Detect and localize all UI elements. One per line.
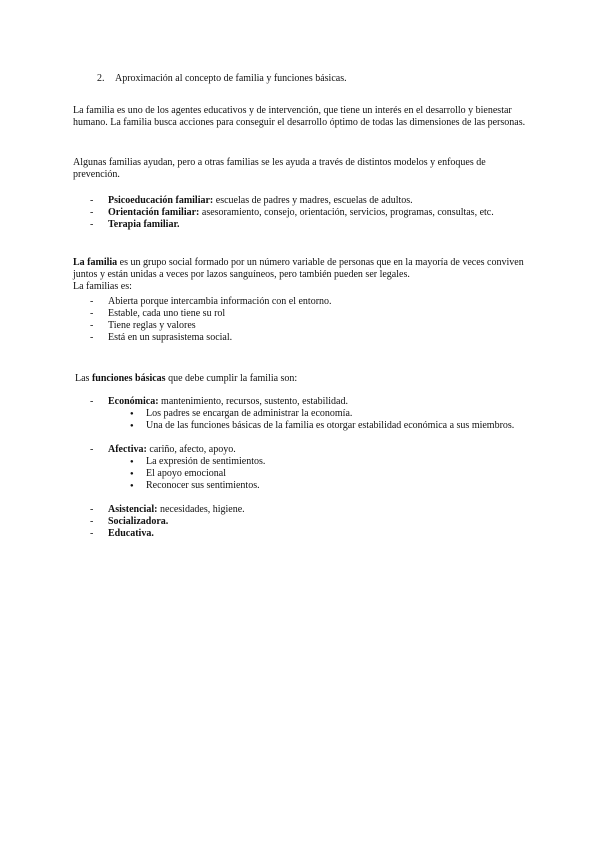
spacer: [90, 432, 530, 444]
intro-paragraph: La familia es uno de los agentes educativos y de intervención, que tiene un interés en el desarrollo y bienestar humano. La familia busca acciones para conseguir el desarrollo óptimo de todas las dimensiones de las personas.: [73, 105, 526, 128]
function-economica: - Económica: mantenimiento, recursos, sustento, estabilidad. ● Los padres se encargan de administrar la economía. ● Una de las funciones básicas de la familia es otorgar estabilidad económica a sus miembros.: [90, 396, 530, 432]
list-item: ● La expresión de sentimientos.: [130, 456, 530, 468]
list-item: ● Reconocer sus sentimientos.: [130, 480, 530, 492]
list-item: ● Los padres se encargan de administrar la economía.: [130, 408, 530, 420]
list-item: - Tiene reglas y valores: [90, 320, 530, 332]
function-asistencial: - Asistencial: necesidades, higiene.: [90, 504, 530, 516]
heading-number: 2.: [97, 73, 105, 84]
function-educativa: - Educativa.: [90, 528, 530, 540]
list-item: ● El apoyo emocional: [130, 468, 530, 480]
list-item: - Terapia familiar.: [90, 219, 530, 231]
afectiva-points: [130, 456, 530, 492]
models-list: [90, 195, 530, 231]
spacer: [90, 492, 530, 504]
list-item: ● Una de las funciones básicas de la familia es otorgar estabilidad económica a sus miembros.: [130, 420, 530, 432]
function-socializadora: - Socializadora.: [90, 516, 530, 528]
list-item: - Estable, cada uno tiene su rol: [90, 308, 530, 320]
economica-points: [130, 408, 530, 432]
traits-list: [90, 296, 530, 344]
functions-list: [90, 396, 530, 540]
function-afectiva: - Afectiva: cariño, afecto, apoyo. ● La expresión de sentimientos. ● El apoyo emocional ● Reconocer sus sentimientos.: [90, 444, 530, 492]
list-item: - Está en un suprasistema social.: [90, 332, 530, 344]
section-heading: [97, 73, 347, 85]
list-item: - Abierta porque intercambia información con el entorno.: [90, 296, 530, 308]
definition-paragraph: La familia es un grupo social formado por un número variable de personas que en la mayoría de veces conviven juntos y están unidas a veces por lazos sanguíneos, pero también pueden ser legales. La familias es:: [73, 257, 524, 292]
definition-lead: La familias es:: [73, 281, 132, 292]
help-paragraph: Algunas familias ayudan, pero a otras familias se les ayuda a través de distintos modelos y enfoques de prevención.: [73, 157, 486, 180]
definition-term: La familia: [73, 257, 118, 268]
list-item: - Orientación familiar: asesoramiento, consejo, orientación, servicios, programas, consultas, etc.: [90, 207, 530, 219]
heading-text: Aproximación al concepto de familia y funciones básicas.: [115, 73, 347, 84]
list-item: - Psicoeducación familiar: escuelas de padres y madres, escuelas de adultos.: [90, 195, 530, 207]
functions-intro: Las funciones básicas que debe cumplir la familia son:: [75, 373, 298, 384]
